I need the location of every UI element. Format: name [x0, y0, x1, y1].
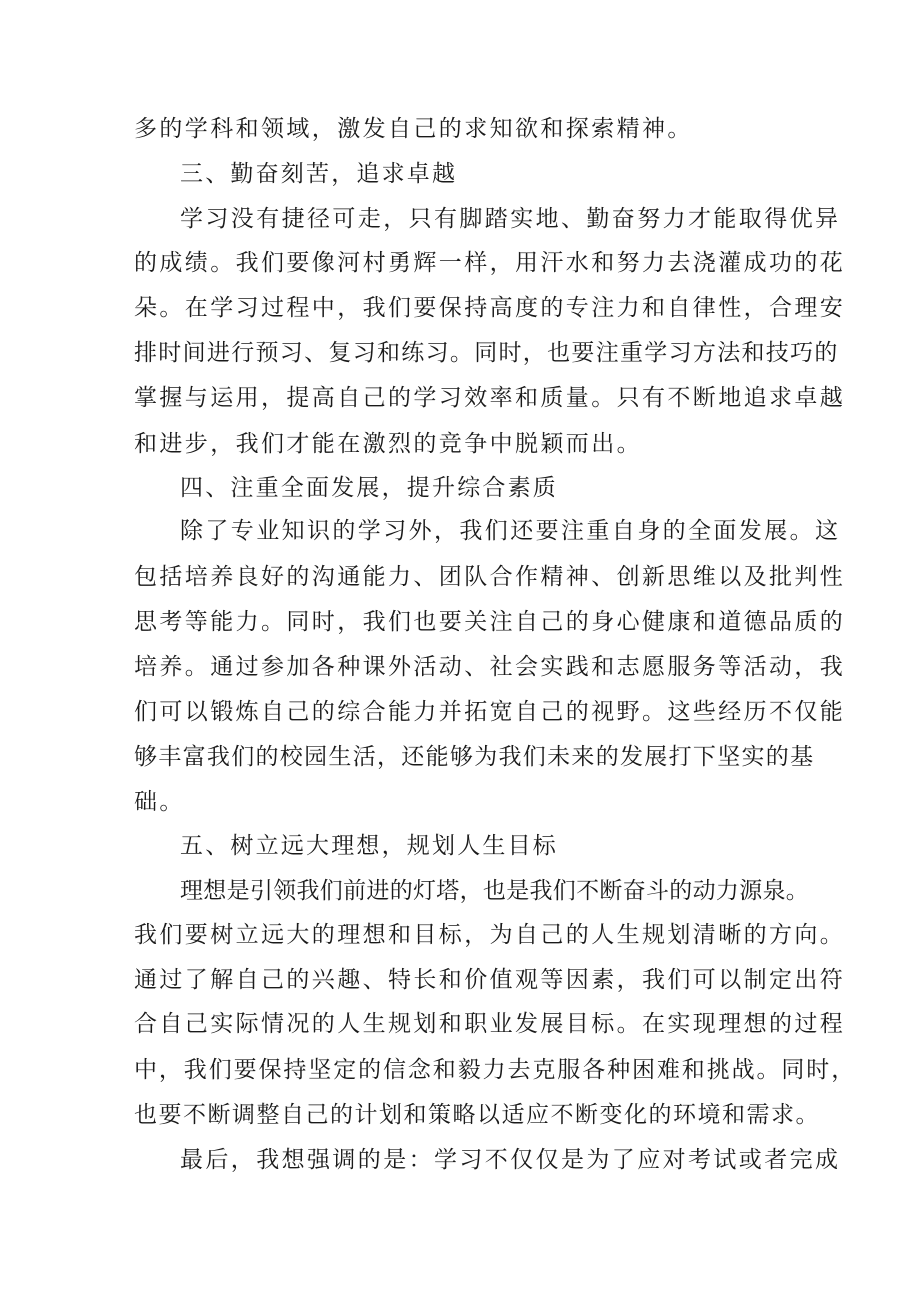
- paragraph-line: 中，我们要保持坚定的信念和毅力去克服各种困难和挑战。同时，: [134, 1057, 857, 1083]
- paragraph-line: 思考等能力。同时，我们也要关注自己的身心健康和道德品质的: [134, 609, 846, 635]
- paragraph-line: 最后，我想强调的是：学习不仅仅是为了应对考试或者完成: [180, 1147, 841, 1173]
- body-line: 多的学科和领域，激发自己的求知欲和探索精神。: [134, 116, 693, 142]
- paragraph-line: 我们要树立远大的理想和目标，为自己的人生规划清晰的方向。: [134, 922, 846, 948]
- paragraph-line: 通过了解自己的兴趣、特长和价值观等因素，我们可以制定出符: [134, 967, 846, 993]
- paragraph-line: 够丰富我们的校园生活，还能够为我们未来的发展打下坚实的基: [134, 744, 815, 770]
- paragraph-line: 排时间进行预习、复习和练习。同时，也要注重学习方法和技巧的: [134, 340, 839, 366]
- section-heading-4: 四、注重全面发展，提升综合素质: [180, 475, 558, 501]
- paragraph-line: 除了专业知识的学习外，我们还要注重自身的全面发展。这: [180, 518, 841, 544]
- section-heading-5: 五、树立远大理想，规划人生目标: [180, 833, 558, 859]
- paragraph-line: 包括培养良好的沟通能力、团队合作精神、创新思维以及批判性: [134, 564, 846, 590]
- paragraph-line: 理想是引领我们前进的灯塔，也是我们不断奋斗的动力源泉。: [180, 878, 810, 904]
- paragraph-line: 培养。通过参加各种课外活动、社会实践和志愿服务等活动，我: [134, 654, 846, 680]
- paragraph-line: 和进步，我们才能在激烈的竞争中脱颖而出。: [134, 431, 642, 457]
- paragraph-line: 的成绩。我们要像河村勇辉一样，用汗水和努力去浇灌成功的花: [134, 250, 846, 276]
- paragraph-line: 掌握与运用，提高自己的学习效率和质量。只有不断地追求卓越: [134, 385, 846, 411]
- section-heading-3: 三、勤奋刻苦，追求卓越: [180, 161, 458, 187]
- paragraph-line: 也要不断调整自己的计划和策略以适应不断变化的环境和需求。: [134, 1102, 820, 1128]
- paragraph-line: 们可以锻炼自己的综合能力并拓宽自己的视野。这些经历不仅能: [134, 699, 846, 725]
- paragraph-line: 础。: [134, 789, 185, 815]
- paragraph-line: 合自己实际情况的人生规划和职业发展目标。在实现理想的过程: [134, 1011, 846, 1037]
- paragraph-line: 学习没有捷径可走，只有脚踏实地、勤奋努力才能取得优异: [180, 206, 841, 232]
- paragraph-line: 朵。在学习过程中，我们要保持高度的专注力和自律性，合理安: [134, 295, 846, 321]
